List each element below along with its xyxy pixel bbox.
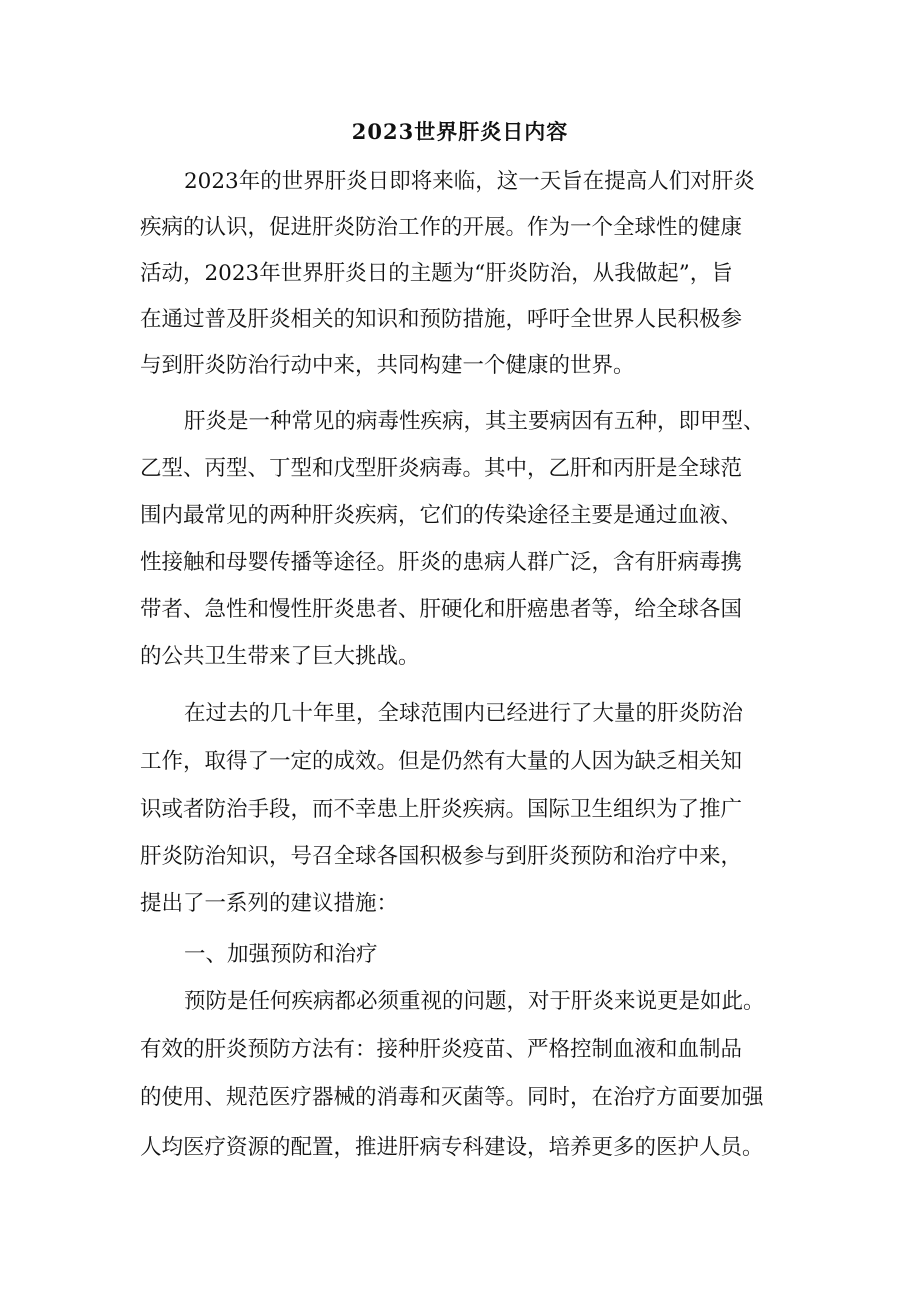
text-line: 的公共卫生带来了巨大挑战。 bbox=[140, 644, 420, 669]
text-line: 肝炎是一种常见的病毒性疾病，其主要病因有五种，即甲型、 bbox=[184, 409, 765, 434]
document-title: 2023世界肝炎日内容 bbox=[351, 119, 569, 144]
text-line: 在过去的几十年里，全球范围内已经进行了大量的肝炎防治 bbox=[184, 701, 744, 726]
text-line: 预防是任何疾病都必须重视的问题，对于肝炎来说更是如此。 bbox=[184, 989, 765, 1014]
text-line: 围内最常见的两种肝炎疾病，它们的传染途径主要是通过血液、 bbox=[140, 503, 743, 528]
text-line: 工作，取得了一定的成效。但是仍然有大量的人因为缺乏相关知 bbox=[140, 749, 743, 774]
text-line: 人均医疗资源的配置，推进肝病专科建设，培养更多的医护人员。 bbox=[140, 1135, 764, 1160]
text-line: 2023年的世界肝炎日即将来临，这一天旨在提高人们对肝炎 bbox=[184, 169, 755, 194]
text-line: 在通过普及肝炎相关的知识和预防措施，呼吁全世界人民积极参 bbox=[140, 307, 743, 332]
text-line: 活动，2023年世界肝炎日的主题为“肝炎防治，从我做起”，旨 bbox=[140, 261, 733, 286]
section-heading: 一、加强预防和治疗 bbox=[184, 942, 378, 967]
text-line: 疾病的认识，促进肝炎防治工作的开展。作为一个全球性的健康 bbox=[140, 215, 743, 240]
text-line: 乙型、丙型、丁型和戊型肝炎病毒。其中，乙肝和丙肝是全球范 bbox=[140, 456, 743, 481]
text-line: 提出了一系列的建议措施： bbox=[140, 891, 399, 916]
text-line: 与到肝炎防治行动中来，共同构建一个健康的世界。 bbox=[140, 353, 635, 378]
text-line: 带者、急性和慢性肝炎患者、肝硬化和肝癌患者等，给全球各国 bbox=[140, 597, 743, 622]
text-line: 有效的肝炎预防方法有：接种肝炎疫苗、严格控制血液和血制品 bbox=[140, 1037, 743, 1062]
text-line: 肝炎防治知识，号召全球各国积极参与到肝炎预防和治疗中来， bbox=[140, 844, 743, 869]
text-line: 识或者防治手段，而不幸患上肝炎疾病。国际卫生组织为了推广 bbox=[140, 797, 743, 822]
text-line: 性接触和母婴传播等途径。肝炎的患病人群广泛，含有肝病毒携 bbox=[140, 550, 743, 575]
text-line: 的使用、规范医疗器械的消毒和灭菌等。同时，在治疗方面要加强 bbox=[140, 1085, 764, 1110]
